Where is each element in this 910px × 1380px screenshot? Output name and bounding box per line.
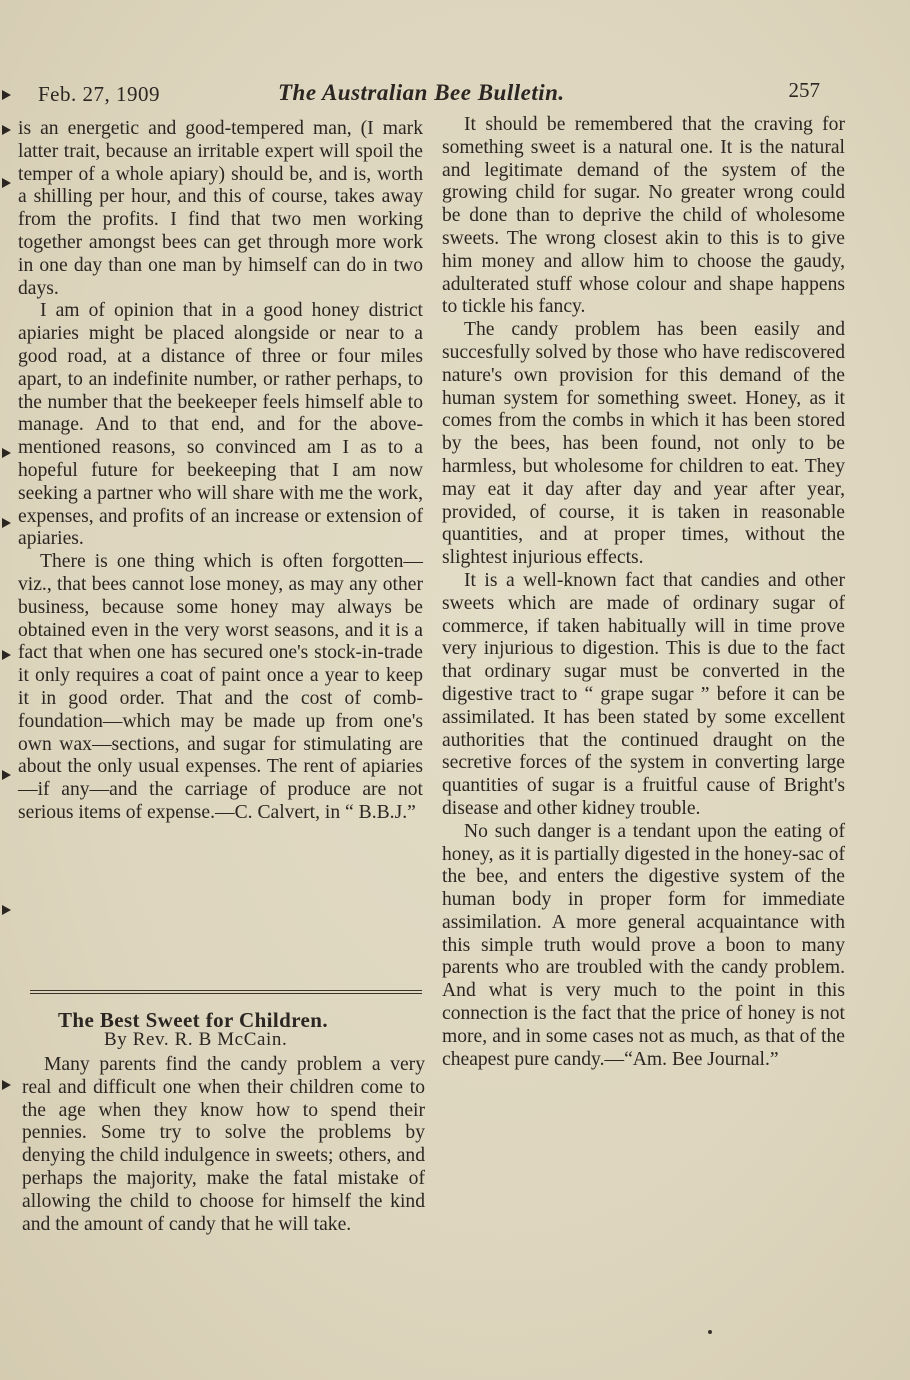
article-byline: By Rev. R. B McCain. <box>104 1029 288 1050</box>
left-paragraph: I am of opinion that in a good honey district apiaries might be placed alongside or near to a good road, at a distance of three or four miles apart, to an indefinite number, or rather perhaps, to the number that the beekeeper feels himself able to manage. And to that end, and for the above-mentioned reasons, so convinced am I as to a hopeful future for beekeeping that I am now seeking a partner who will share with me the work, expenses, and profits of an increase or extension of apiaries. <box>18 300 423 550</box>
margin-mark <box>2 770 11 780</box>
article-paragraph: Many parents find the candy problem a very real and difficult one when their children come to the age when they know how to spend their pennies. Some try to solve the problems by denying the child indulgence in sweets; others, and perhaps the majority, make the fatal mistake of allowing the child to choose for himself the kind and the amount of candy that he will take. <box>22 1054 425 1235</box>
margin-mark <box>2 518 11 528</box>
right-paragraph: The candy problem has been easily and succesfully solved by those who have rediscovered nature's own provision for this demand of the human system for something sweet. Honey, as it comes from the combs in which it has been stored by the bees, has been found, not only to be harmless, but wholesome for children to eat. They may eat it day after day and year after year, provided, of course, it is taken in reasonable quantities, and at proper times, without the slightest injurious effects. <box>442 319 845 569</box>
ink-speck <box>708 1330 712 1334</box>
left-paragraph: is an energetic and good-tempered man, (I mark latter trait, because an irritable expert will spoil the temper of a whole apiary) should be, and is, worth a shilling per hour, and this of course, takes away from the profits. I find that two men working together amongst bees can get through more work in one day than one man by himself can do in two days. <box>18 118 423 299</box>
margin-binding-marks <box>0 0 20 1380</box>
margin-mark <box>2 905 11 915</box>
section-divider <box>30 990 422 994</box>
issue-date: Feb. 27, 1909 <box>38 82 160 106</box>
margin-mark <box>2 448 11 458</box>
right-column <box>442 114 845 1071</box>
right-paragraph: No such danger is a tendant upon the eating of honey, as it is partially digested in the honey-sac of the bee, and enters the digestive system of the human body in proper form for immediate assimilation. A more general acquaintance with this simple truth would prove a boon to many parents who are troubled with the candy problem. And what is very much to the point in this connection is the fact that the price of honey is not more, and in some cases not as much, as that of the cheapest pure candy.—“Am. Bee Journal.” <box>442 820 845 1070</box>
left-column <box>18 118 423 825</box>
article-body <box>22 1054 425 1236</box>
left-paragraph: There is one thing which is often forgotten—viz., that bees cannot lose money, as may any other business, because some honey may always be obtained even in the very worst seasons, and it is a fact that when one has secured one's stock-in-trade it only requires a coat of paint once a year to keep it in good order. That and the cost of comb-foundation—which may be made up from one's own wax—sections, and sugar for stimulating are about the only usual expenses. The rent of apiaries —if any—and the carriage of produce are not serious items of expense.—C. Calvert, in “ B.B.J.” <box>18 551 423 823</box>
page-number: 257 <box>788 78 820 102</box>
page-header <box>38 78 828 112</box>
right-paragraph: It should be remembered that the craving for something sweet is a natural one. It is the natural and legitimate demand of the system of the growing child for sugar. No greater wrong could be done than to deprive the child of wholesome sweets. The wrong closest akin to this is to give him money and allow him to choose the gaudy, adulterated stuff whose colour and shape happens to tickle his fancy. <box>442 114 845 318</box>
margin-mark <box>2 178 11 188</box>
margin-mark <box>2 650 11 660</box>
margin-mark <box>2 1080 11 1090</box>
margin-mark <box>2 90 11 100</box>
article-title: The Best Sweet for Children. <box>58 1008 328 1032</box>
right-paragraph: It is a well-known fact that candies and other sweets which are made of ordinary sugar of commerce, if taken habitually will in time prove very injurious to digestion. This is due to the fact that ordinary sugar must be converted in the digestive tract to “ grape sugar ” before it can be assimilated. It has been stated by some excellent authorities that the continued draught on the secretive forces of the system in converting large quantities of sugar is a fruitful cause of Bright's disease and other kidney trouble. <box>442 569 845 819</box>
publication-title: The Australian Bee Bulletin. <box>278 80 565 105</box>
margin-mark <box>2 125 11 135</box>
